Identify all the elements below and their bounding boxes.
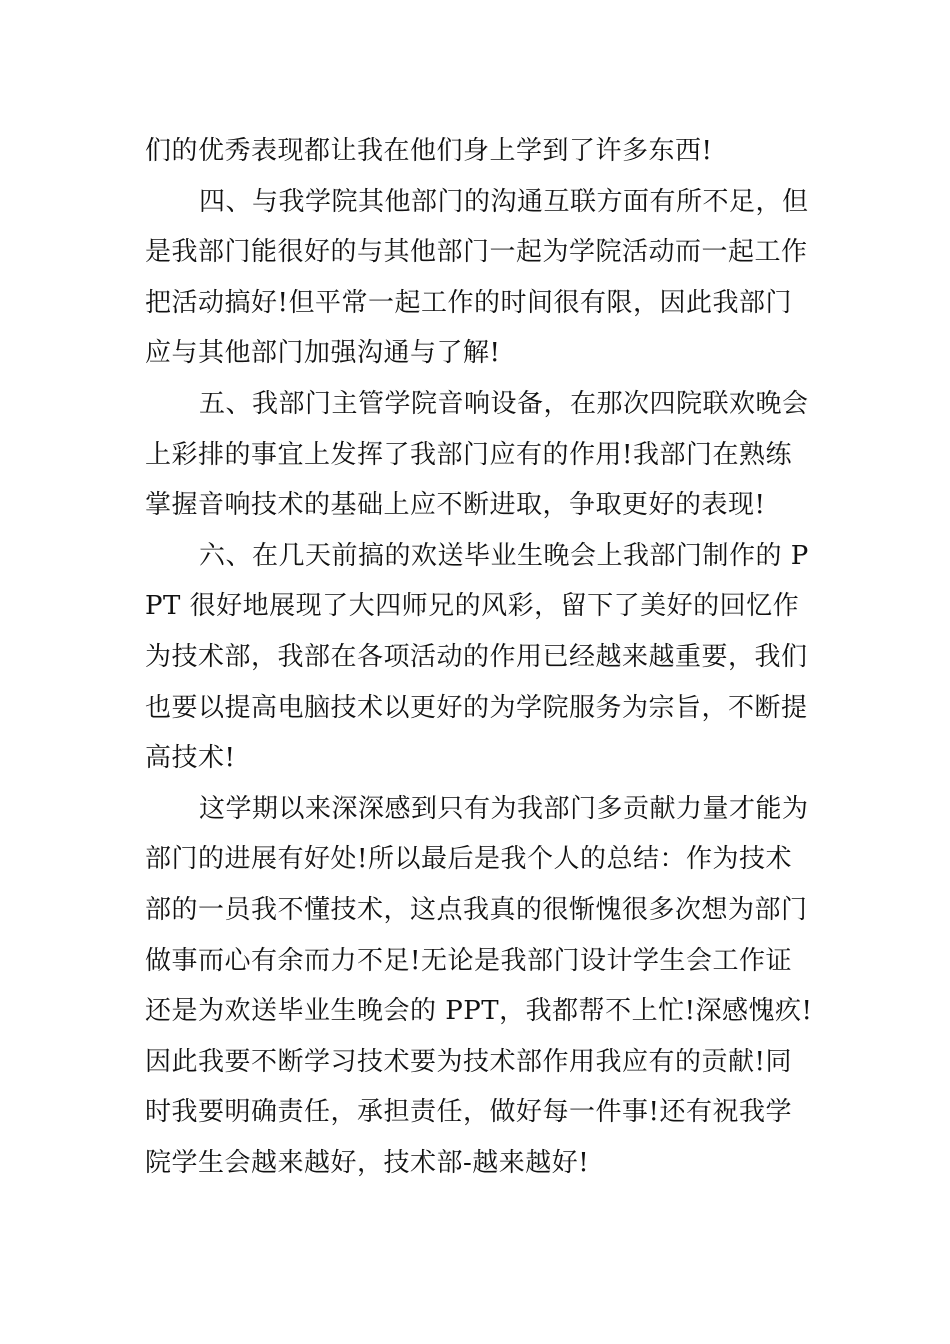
- paragraph-item-five: 五、我部门主管学院音响设备，在那次四院联欢晚会上彩排的事宜上发挥了我部门应有的作用!我部门在熟练掌握音响技术的基础上应不断进取，争取更好的表现!: [145, 388, 809, 521]
- paragraph-continuation: 们的优秀表现都让我在他们身上学到了许多东西!: [145, 136, 713, 166]
- paragraph-personal-summary: 这学期以来深深感到只有为我部门多贡献力量才能为部门的进展有好处!所以最后是我个人的总结：作为技术部的一员我不懂技术，这点我真的很惭愧很多次想为部门做事而心有余而力不足!无论是我部门设计学生会工作证还是为欢送毕业生晚会的 PPT，我都帮不上忙!深感愧疚!因此我要不断学习技术要为技术部作用我应有的贡献!同时我要明确责任，承担责任，做好每一件事!还有祝我学院学生会越来越好，技术部-越来越好!: [145, 793, 813, 1178]
- document-body: [145, 126, 815, 1188]
- paragraph-item-four: 四、与我学院其他部门的沟通互联方面有所不足，但是我部门能很好的与其他部门一起为学院活动而一起工作把活动搞好!但平常一起工作的时间很有限，因此我部门应与其他部门加强沟通与了解!: [145, 186, 809, 369]
- paragraph-item-six: 六、在几天前搞的欢送毕业生晚会上我部门制作的 PPT 很好地展现了大四师兄的风彩，留下了美好的回忆作为技术部，我部在各项活动的作用已经越来越重要，我们也要以提高电脑技术以更好的为学院服务为宗旨，不断提高技术!: [145, 540, 809, 774]
